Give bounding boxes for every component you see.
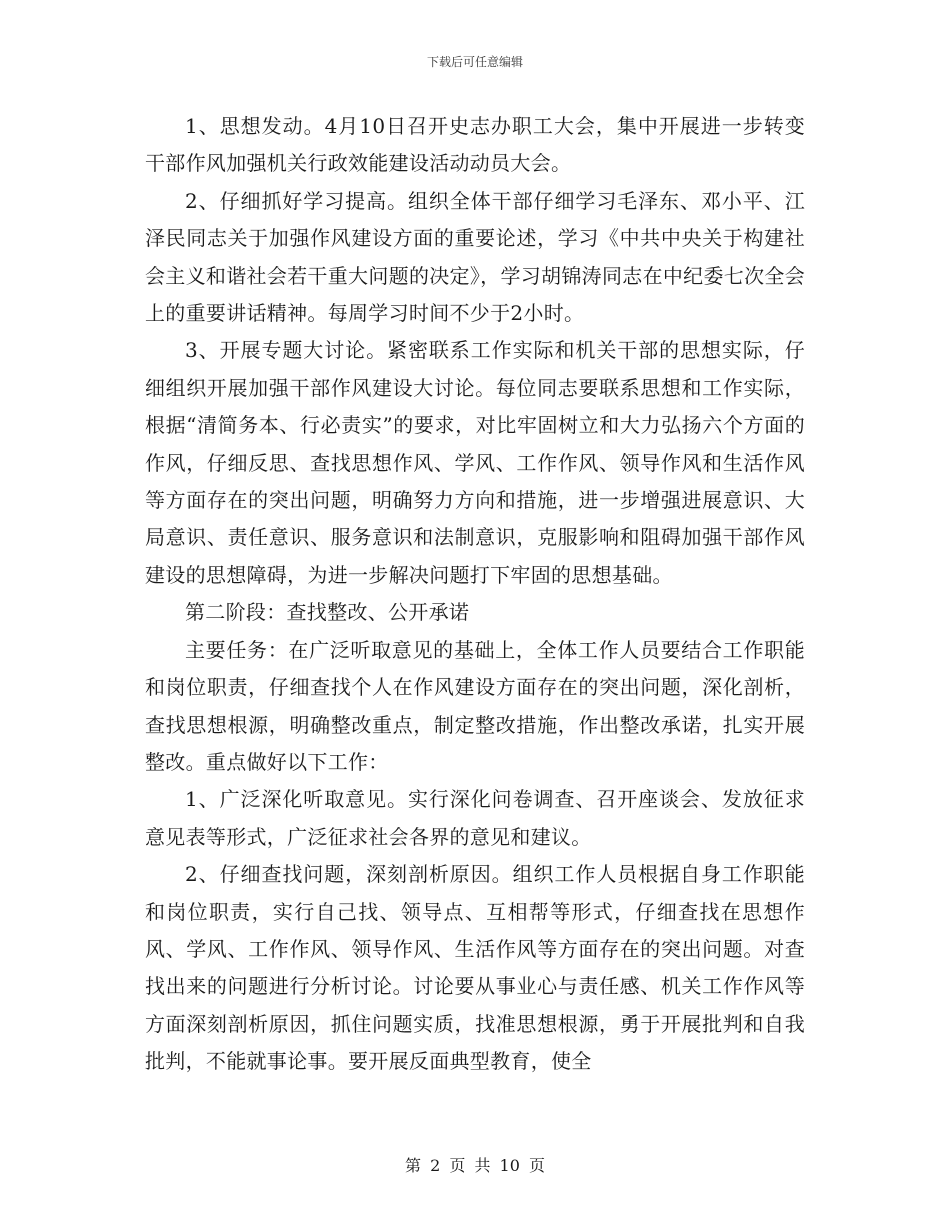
page-number: 第 2 页 共 10 页 bbox=[405, 1156, 545, 1175]
paragraph-discussion: 3、开展专题大讨论。紧密联系工作实际和机关干部的思想实际，仔细组织开展加强干部作风建设大讨论。每位同志要联系思想和工作实际，根据“清简务本、行必责实”的要求，对比牢固树立和大力弘扬六个方面的作风，仔细反思、查找思想作风、学风、工作作风、领导作风和生活作风等方面存在的突出问题，明确努力方向和措施，进一步增强进展意识、大局意识、责任意识、服务意识和法制意识，克服影响和阻碍加强干部作风建设的思想障碍，为进一步解决问题打下牢固的思想基础。 bbox=[145, 338, 805, 587]
paragraph-find-problems: 2、仔细查找问题，深刻剖析原因。组织工作人员根据自身工作职能和岗位职责，实行自己找、领导点、互相帮等形式，仔细查找在思想作风、学风、工作作风、领导作风、生活作风等方面存在的突出问题。对查找出来的问题进行分析讨论。讨论要从事业心与责任感、机关工作作风等方面深刻剖析原因，抓住问题实质，找准思想根源，勇于开展批判和自我批判，不能就事论事。要开展反面典型教育，使全 bbox=[145, 862, 805, 1074]
paragraph-main-tasks: 主要任务：在广泛听取意见的基础上，全体工作人员要结合工作职能和岗位职责，仔细查找个人在作风建设方面存在的突出问题，深化剖析，查找思想根源，明确整改重点，制定整改措施，作出整改承诺，扎实开展整改。重点做好以下工作： bbox=[145, 637, 805, 774]
paragraph-ideological-mobilization: 1、思想发动。4月10日召开史志办职工大会，集中开展进一步转变干部作风加强机关行政效能建设活动动员大会。 bbox=[145, 114, 805, 176]
paragraph-listen-opinions: 1、广泛深化听取意见。实行深化问卷调查、召开座谈会、发放征求意见表等形式，广泛征求社会各界的意见和建议。 bbox=[145, 787, 805, 849]
page-header: 下载后可任意编辑 bbox=[426, 55, 523, 69]
paragraph-study: 2、仔细抓好学习提高。组织全体干部仔细学习毛泽东、邓小平、江泽民同志关于加强作风建设方面的重要论述，学习《中共中央关于构建社会主义和谐社会若干重大问题的决定》，学习胡锦涛同志在中纪委七次全会上的重要讲话精神。每周学习时间不少于2小时。 bbox=[145, 188, 805, 326]
document-body bbox=[145, 108, 805, 1081]
section-heading-stage-two: 第二阶段：查找整改、公开承诺 bbox=[185, 600, 470, 625]
